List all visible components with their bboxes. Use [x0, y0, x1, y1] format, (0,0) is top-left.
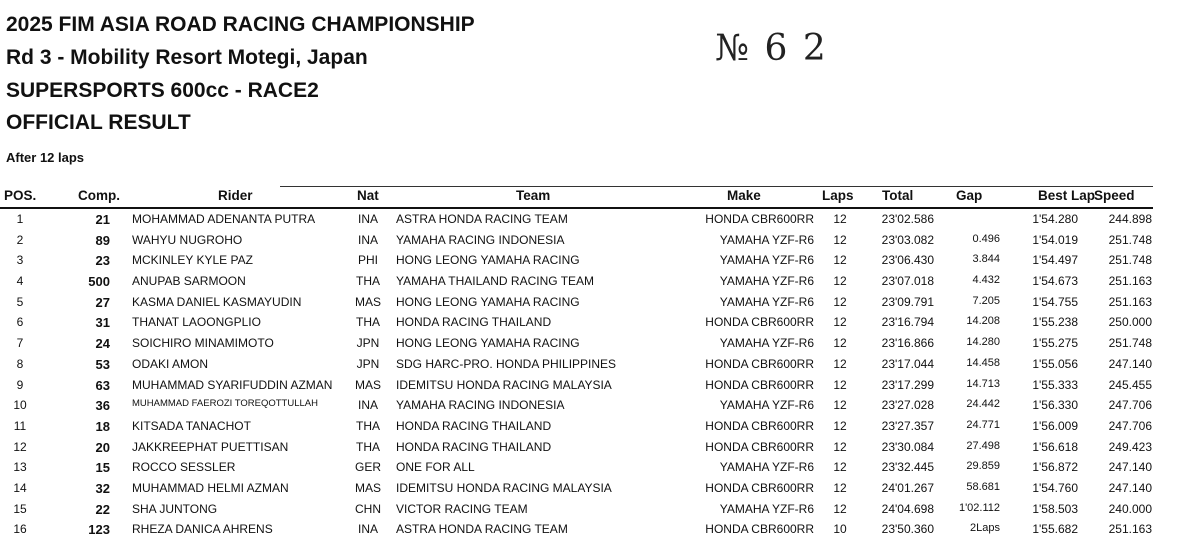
cell-gap: 14.713 [966, 377, 1000, 390]
cell-nat: THA [356, 439, 380, 454]
cell-best-lap: 1'54.755 [1032, 294, 1078, 309]
cell-pos: 4 [16, 274, 24, 289]
cell-laps: 12 [833, 232, 847, 247]
cell-make: YAMAHA YZF-R6 [719, 232, 814, 247]
cell-gap: 2Laps [970, 522, 1000, 535]
table-row [0, 313, 1178, 334]
cell-laps: 12 [833, 212, 847, 226]
cell-speed: 244.898 [1108, 212, 1152, 226]
cell-speed: 247.140 [1108, 460, 1152, 475]
cell-pos: 15 [13, 501, 27, 516]
cell-pos: 11 [13, 418, 27, 433]
cell-speed: 240.000 [1108, 501, 1152, 516]
cell-gap: 29.859 [966, 460, 1000, 473]
cell-team: ONE FOR ALL [396, 460, 475, 475]
cell-best-lap: 1'55.682 [1032, 522, 1078, 537]
cell-pos: 3 [16, 253, 24, 268]
cell-make: HONDA CBR600RR [705, 418, 814, 433]
laps-subtitle: After 12 laps [6, 150, 85, 165]
cell-comp: 123 [88, 522, 110, 538]
cell-nat: INA [357, 398, 378, 413]
cell-make: HONDA CBR600RR [705, 315, 814, 330]
cell-best-lap: 1'55.056 [1032, 356, 1078, 371]
cell-speed: 251.748 [1108, 232, 1152, 247]
cell-speed: 251.748 [1108, 336, 1152, 351]
cell-total: 23'03.082 [881, 232, 934, 247]
cell-laps: 12 [833, 480, 847, 495]
cell-laps: 12 [833, 294, 847, 309]
cell-speed: 251.163 [1108, 274, 1152, 289]
cell-gap: 1'02.112 [958, 501, 1000, 514]
header-total: Total [882, 188, 914, 203]
class-race-title: SUPERSPORTS 600cc - RACE2 [6, 79, 319, 102]
cell-gap: 3.844 [972, 253, 1000, 266]
cell-pos: 2 [16, 232, 24, 247]
cell-comp: 31 [95, 315, 110, 331]
cell-team: HONDA RACING THAILAND [396, 439, 552, 454]
cell-total: 23'17.299 [881, 377, 934, 392]
cell-total: 23'02.586 [881, 212, 934, 226]
cell-team: VICTOR RACING TEAM [396, 501, 528, 516]
table-row [0, 376, 1178, 397]
cell-total: 23'09.791 [881, 294, 934, 309]
cell-comp: 20 [95, 439, 110, 455]
cell-team: IDEMITSU HONDA RACING MALAYSIA [396, 480, 612, 495]
cell-pos: 14 [13, 480, 27, 495]
cell-nat: JPN [356, 356, 380, 371]
table-row [0, 500, 1178, 521]
cell-team: IDEMITSU HONDA RACING MALAYSIA [396, 377, 612, 392]
cell-best-lap: 1'56.009 [1032, 418, 1078, 433]
cell-gap: 14.208 [966, 315, 1000, 328]
cell-team: SDG HARC-PRO. HONDA PHILIPPINES [396, 356, 617, 371]
cell-rider: KITSADA TANACHOT [132, 418, 251, 433]
cell-gap: 0.496 [972, 232, 1000, 245]
cell-speed: 245.455 [1108, 377, 1152, 392]
cell-rider: JAKKREEPHAT PUETTISAN [132, 439, 289, 454]
cell-make: HONDA CBR600RR [705, 377, 814, 392]
table-row [0, 417, 1178, 438]
header-laps: Laps [822, 188, 854, 203]
cell-rider: MUHAMMAD HELMI AZMAN [132, 480, 289, 495]
cell-rider: KASMA DANIEL KASMAYUDIN [132, 294, 302, 309]
round-title: Rd 3 - Mobility Resort Motegi, Japan [6, 46, 368, 69]
cell-pos: 1 [16, 212, 24, 226]
cell-team: ASTRA HONDA RACING TEAM [396, 212, 568, 226]
cell-make: YAMAHA YZF-R6 [719, 253, 814, 268]
cell-comp: 27 [95, 294, 110, 310]
cell-comp: 500 [88, 274, 110, 290]
table-row [0, 231, 1178, 252]
cell-comp: 89 [95, 232, 110, 248]
cell-laps: 12 [833, 315, 847, 330]
cell-gap: 58.681 [966, 480, 1000, 493]
cell-comp: 53 [95, 356, 110, 372]
cell-total: 24'04.698 [881, 501, 934, 516]
cell-make: HONDA CBR600RR [705, 522, 814, 537]
cell-make: YAMAHA YZF-R6 [719, 294, 814, 309]
header-rider: Rider [218, 188, 253, 203]
cell-nat: INA [357, 522, 378, 537]
cell-best-lap: 1'54.280 [1032, 212, 1078, 226]
cell-gap: 14.458 [966, 356, 1000, 369]
cell-speed: 247.140 [1108, 356, 1152, 371]
cell-laps: 12 [833, 274, 847, 289]
cell-team: HONG LEONG YAMAHA RACING [396, 294, 580, 309]
cell-best-lap: 1'58.503 [1032, 501, 1078, 516]
table-row [0, 458, 1178, 479]
cell-rider: MOHAMMAD ADENANTA PUTRA [132, 212, 316, 226]
cell-comp: 23 [95, 253, 110, 269]
cell-gap: 14.280 [966, 336, 1000, 349]
cell-laps: 12 [833, 460, 847, 475]
cell-laps: 12 [833, 253, 847, 268]
table-row [0, 479, 1178, 500]
cell-nat: INA [357, 232, 378, 247]
header-team: Team [516, 188, 551, 203]
cell-comp: 32 [95, 480, 110, 496]
table-row [0, 334, 1178, 355]
cell-team: YAMAHA RACING INDONESIA [396, 232, 565, 247]
result-type-title: OFFICIAL RESULT [6, 111, 191, 134]
cell-rider: MUHAMMAD SYARIFUDDIN AZMAN [132, 377, 333, 392]
cell-nat: CHN [355, 501, 381, 516]
cell-speed: 251.748 [1108, 253, 1152, 268]
cell-make: YAMAHA YZF-R6 [719, 274, 814, 289]
cell-gap: 7.205 [972, 294, 1000, 307]
cell-gap: 24.771 [966, 418, 1000, 431]
cell-best-lap: 1'55.275 [1032, 336, 1078, 351]
cell-rider: MUHAMMAD FAEROZI TOREQOTTULLAH [132, 398, 318, 410]
cell-rider: WAHYU NUGROHO [132, 232, 243, 247]
header-comp: Comp. [78, 188, 120, 203]
cell-gap: 4.432 [972, 274, 1000, 287]
cell-best-lap: 1'55.333 [1032, 377, 1078, 392]
cell-best-lap: 1'54.497 [1032, 253, 1078, 268]
cell-total: 23'16.866 [881, 336, 934, 351]
cell-nat: MAS [354, 377, 381, 392]
cell-laps: 12 [833, 377, 847, 392]
cell-laps: 12 [833, 398, 847, 413]
cell-total: 23'30.084 [881, 439, 934, 454]
header-best-lap: Best Lap [1038, 188, 1096, 203]
table-row [0, 210, 1178, 231]
cell-speed: 250.000 [1108, 315, 1152, 330]
cell-speed: 247.706 [1108, 418, 1152, 433]
cell-laps: 12 [833, 501, 847, 516]
cell-comp: 22 [95, 501, 110, 517]
cell-speed: 247.706 [1108, 398, 1152, 413]
results-table-body [0, 210, 1178, 541]
cell-total: 23'17.044 [881, 356, 934, 371]
cell-pos: 9 [16, 377, 24, 392]
cell-comp: 63 [95, 377, 110, 393]
cell-total: 23'50.360 [881, 522, 934, 537]
table-row [0, 293, 1178, 314]
cell-best-lap: 1'54.760 [1032, 480, 1078, 495]
cell-nat: JPN [356, 336, 380, 351]
cell-best-lap: 1'56.330 [1032, 398, 1078, 413]
table-row [0, 520, 1178, 541]
results-table-header [0, 188, 1178, 208]
cell-make: HONDA CBR600RR [705, 212, 814, 226]
cell-speed: 251.163 [1108, 294, 1152, 309]
cell-best-lap: 1'56.872 [1032, 460, 1078, 475]
cell-speed: 249.423 [1108, 439, 1152, 454]
cell-rider: THANAT LAOONGPLIO [132, 315, 261, 330]
header-speed: Speed [1094, 188, 1135, 203]
cell-pos: 5 [16, 294, 24, 309]
cell-make: YAMAHA YZF-R6 [719, 336, 814, 351]
cell-make: HONDA CBR600RR [705, 439, 814, 454]
cell-make: HONDA CBR600RR [705, 356, 814, 371]
cell-gap: 24.442 [966, 398, 1000, 411]
table-row [0, 272, 1178, 293]
cell-best-lap: 1'55.238 [1032, 315, 1078, 330]
cell-make: HONDA CBR600RR [705, 480, 814, 495]
cell-rider: SHA JUNTONG [132, 501, 218, 516]
cell-laps: 10 [833, 522, 847, 537]
cell-total: 23'27.357 [881, 418, 934, 433]
table-top-rule [280, 186, 1153, 187]
cell-nat: GER [354, 460, 381, 475]
table-row [0, 355, 1178, 376]
cell-team: ASTRA HONDA RACING TEAM [396, 522, 568, 537]
cell-pos: 16 [13, 522, 27, 537]
cell-gap: 27.498 [966, 439, 1000, 452]
cell-comp: 18 [95, 418, 110, 434]
cell-nat: MAS [354, 480, 381, 495]
header-pos: POS. [4, 188, 37, 203]
cell-make: YAMAHA YZF-R6 [719, 460, 814, 475]
cell-laps: 12 [833, 356, 847, 371]
cell-laps: 12 [833, 418, 847, 433]
cell-nat: PHI [357, 253, 378, 268]
cell-total: 23'16.794 [881, 315, 934, 330]
cell-pos: 6 [16, 315, 24, 330]
cell-comp: 15 [95, 460, 110, 476]
header-nat: Nat [357, 188, 379, 203]
header-make: Make [727, 188, 761, 203]
cell-total: 24'01.267 [881, 480, 934, 495]
cell-best-lap: 1'54.019 [1032, 232, 1078, 247]
table-row [0, 396, 1178, 417]
table-row [0, 438, 1178, 459]
cell-rider: RHEZA DANICA AHRENS [132, 522, 273, 537]
cell-total: 23'32.445 [881, 460, 934, 475]
cell-rider: SOICHIRO MINAMIMOTO [132, 336, 274, 351]
cell-team: YAMAHA RACING INDONESIA [396, 398, 565, 413]
table-row [0, 251, 1178, 272]
table-header-rule [0, 207, 1153, 209]
cell-nat: MAS [354, 294, 381, 309]
cell-best-lap: 1'56.618 [1032, 439, 1078, 454]
cell-rider: MCKINLEY KYLE PAZ [132, 253, 253, 268]
cell-rider: ODAKI AMON [132, 356, 209, 371]
cell-best-lap: 1'54.673 [1032, 274, 1078, 289]
cell-pos: 10 [13, 398, 27, 413]
cell-team: HONDA RACING THAILAND [396, 315, 552, 330]
cell-total: 23'06.430 [881, 253, 934, 268]
cell-laps: 12 [833, 439, 847, 454]
cell-nat: THA [356, 418, 380, 433]
cell-speed: 247.140 [1108, 480, 1152, 495]
cell-speed: 251.163 [1108, 522, 1152, 537]
cell-nat: INA [357, 212, 378, 226]
cell-total: 23'27.028 [881, 398, 934, 413]
cell-nat: THA [356, 315, 380, 330]
cell-rider: ANUPAB SARMOON [132, 274, 246, 289]
cell-make: YAMAHA YZF-R6 [719, 398, 814, 413]
cell-team: HONG LEONG YAMAHA RACING [396, 336, 580, 351]
header-gap: Gap [956, 188, 983, 203]
cell-pos: 8 [16, 356, 24, 371]
cell-comp: 36 [95, 398, 110, 414]
document-number-stamp: № 6 2 [715, 28, 828, 69]
cell-team: HONG LEONG YAMAHA RACING [396, 253, 580, 268]
championship-title: 2025 FIM ASIA ROAD RACING CHAMPIONSHIP [6, 13, 475, 36]
cell-pos: 13 [13, 460, 27, 475]
cell-pos: 7 [16, 336, 24, 351]
cell-comp: 24 [95, 336, 110, 352]
cell-make: YAMAHA YZF-R6 [719, 501, 814, 516]
cell-total: 23'07.018 [881, 274, 934, 289]
cell-nat: THA [356, 274, 380, 289]
cell-rider: ROCCO SESSLER [132, 460, 236, 475]
cell-pos: 12 [13, 439, 27, 454]
cell-team: YAMAHA THAILAND RACING TEAM [396, 274, 595, 289]
cell-comp: 21 [95, 212, 110, 227]
cell-team: HONDA RACING THAILAND [396, 418, 552, 433]
cell-laps: 12 [833, 336, 847, 351]
